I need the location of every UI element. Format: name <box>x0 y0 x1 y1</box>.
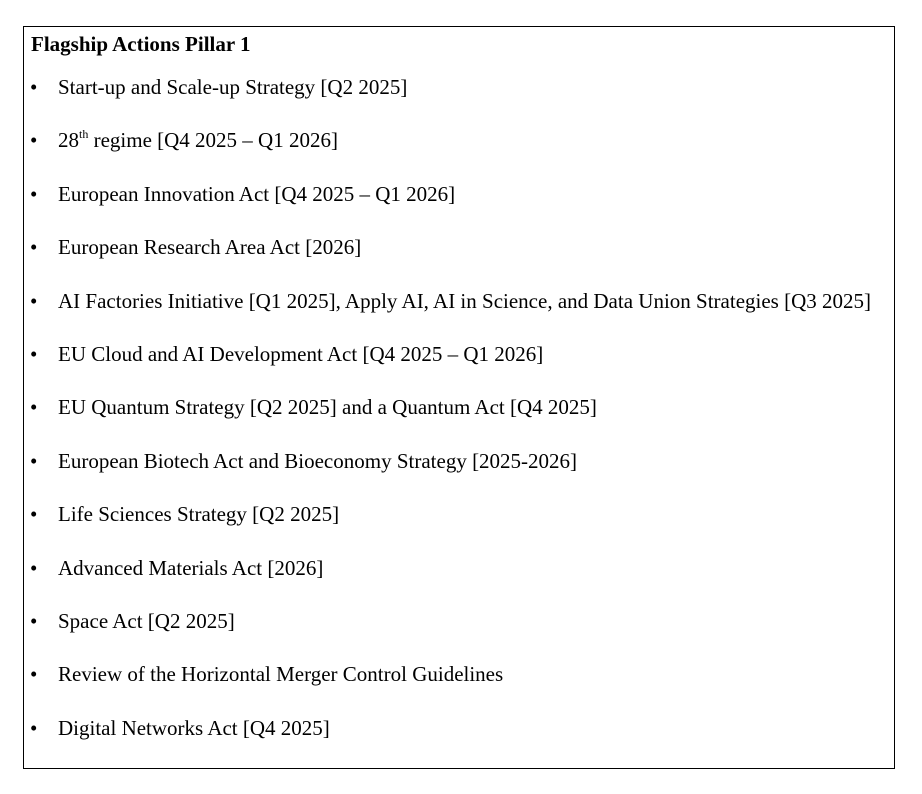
action-text: Life Sciences Strategy [Q2 2025] <box>58 502 340 527</box>
bullet-icon: • <box>30 608 38 633</box>
bullet-icon: • <box>30 448 38 473</box>
flagship-actions-box <box>23 26 895 769</box>
action-text: EU Cloud and AI Development Act [Q4 2025 – Q1 2026] <box>58 341 544 366</box>
actions-list <box>24 74 894 768</box>
action-text: European Research Area Act [2026] <box>58 235 362 260</box>
bullet-icon: • <box>30 288 38 313</box>
bullet-icon: • <box>30 75 38 99</box>
action-item-cloud-ai-act <box>24 341 894 368</box>
action-text-superscript: th <box>79 127 89 142</box>
action-text: AI Factories Initiative [Q1 2025], Apply AI, AI in Science, and Data Union Strategies [Q3 2025] <box>58 288 871 313</box>
action-text: EU Quantum Strategy [Q2 2025] and a Quantum Act [Q4 2025] <box>58 395 597 420</box>
action-text-suffix: regime [Q4 2025 – Q1 2026] <box>88 128 338 153</box>
bullet-icon: • <box>30 341 38 366</box>
bullet-icon: • <box>30 235 38 260</box>
bullet-icon: • <box>30 128 38 153</box>
action-item-biotech <box>24 448 894 475</box>
action-item-life-sciences <box>24 501 894 528</box>
box-title: Flagship Actions Pillar 1 <box>31 32 251 56</box>
action-item-startup-scaleup <box>24 74 894 101</box>
action-item-28th-regime <box>24 127 894 154</box>
bullet-icon: • <box>30 181 38 206</box>
action-text: Digital Networks Act [Q4 2025] <box>58 715 330 740</box>
action-item-digital-networks <box>24 715 894 742</box>
bullet-icon: • <box>30 395 38 420</box>
bullet-icon: • <box>30 555 38 580</box>
action-item-merger-guidelines <box>24 661 894 688</box>
action-text: Start-up and Scale-up Strategy [Q2 2025] <box>58 75 408 99</box>
action-text: European Biotech Act and Bioeconomy Strategy [2025-2026] <box>58 448 578 473</box>
action-text: Advanced Materials Act [2026] <box>58 555 324 580</box>
action-text: Review of the Horizontal Merger Control Guidelines <box>58 662 504 687</box>
action-text-prefix: 28 <box>58 128 79 153</box>
action-text: European Innovation Act [Q4 2025 – Q1 2026] <box>58 181 456 206</box>
action-item-research-area-act <box>24 234 894 261</box>
bullet-icon: • <box>30 662 38 687</box>
action-item-quantum <box>24 394 894 421</box>
action-item-innovation-act <box>24 181 894 208</box>
action-item-space-act <box>24 608 894 635</box>
action-item-ai-factories <box>24 288 894 315</box>
action-text: Space Act [Q2 2025] <box>58 608 235 633</box>
bullet-icon: • <box>30 502 38 527</box>
bullet-icon: • <box>30 715 38 740</box>
action-item-advanced-materials <box>24 555 894 582</box>
